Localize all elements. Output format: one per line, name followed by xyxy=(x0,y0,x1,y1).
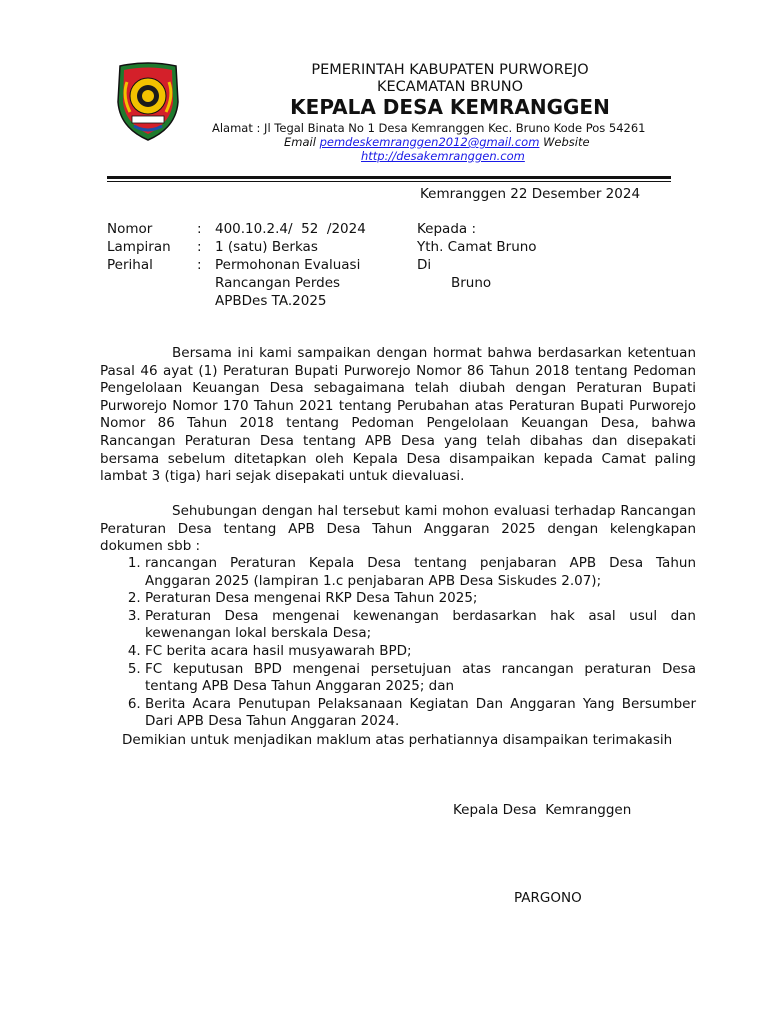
closing-paragraph: Demikian untuk menjadikan maklum atas perhatiannya disampaikan terimakasih xyxy=(122,732,673,748)
lampiran-colon: : xyxy=(197,239,202,255)
website-link[interactable]: http://desakemranggen.com xyxy=(361,149,525,163)
body-paragraph-2: Sehubungan dengan hal tersebut kami mohon evaluasi terhadap Rancangan Peraturan Desa tentang APB Desa Tahun Anggaran 2025 dengan kelengkapan dokumen sbb : xyxy=(100,503,696,555)
signature-name: PARGONO xyxy=(514,890,582,906)
contact-line xyxy=(284,135,590,149)
website-label: Website xyxy=(543,135,590,149)
list-item: 1. rancangan Peraturan Kepala Desa tentang penjabaran APB Desa Tahun Anggaran 2025 (lampiran 1.c penjabaran APB Desa Siskudes 2.07); xyxy=(145,555,696,590)
perihal-colon: : xyxy=(197,257,202,273)
perihal-line-1: Permohonan Evaluasi xyxy=(215,257,361,273)
lampiran-label: Lampiran xyxy=(107,239,171,255)
address-line: Alamat : Jl Tegal Binata No 1 Desa Kemranggen Kec. Bruno Kode Pos 54261 xyxy=(212,121,646,135)
list-item: 6. Berita Acara Penutupan Pelaksanaan Kegiatan Dan Anggaran Yang Bersumber Dari APB Desa Tahun Anggaran 2024. xyxy=(145,696,696,731)
header-divider-thick xyxy=(107,176,671,179)
header-office: KEPALA DESA KEMRANGGEN xyxy=(290,95,610,119)
recipient-di: Di xyxy=(417,257,432,273)
list-item: 4. FC berita acara hasil musyawarah BPD; xyxy=(145,643,696,661)
document-list xyxy=(100,555,696,731)
list-item: 5. FC keputusan BPD mengenai persetujuan atas rancangan peraturan Desa tentang APB Desa Tahun Anggaran 2025; dan xyxy=(145,661,696,696)
email-link[interactable]: pemdeskemranggen2012@gmail.com xyxy=(319,135,540,149)
body-paragraph-1: Bersama ini kami sampaikan dengan hormat bahwa berdasarkan ketentuan Pasal 46 ayat (1) Peraturan Bupati Purworejo Nomor 86 Tahun 2018 tentang Pedoman Pengelolaan Keuangan Desa sebagaimana telah diubah dengan Peraturan Bupati Purworejo Nomor 170 Tahun 2021 tentang Perubahan atas Peraturan Bupati Purworejo Nomor 86 Tahun 2018 tentang Pedoman Pengelolaan Keuangan Desa, bahwa Rancangan Peraturan Desa tentang APB Desa yang telah dibahas dan disepakati bersama sebelum ditetapkan oleh Kepala Desa disampaikan kepada Camat paling lambat 3 (tiga) hari sejak disepakati untuk dievaluasi. xyxy=(100,345,696,485)
nomor-value: 400.10.2.4/ 52 /2024 xyxy=(215,221,366,237)
perihal-label: Perihal xyxy=(107,257,153,273)
lampiran-value: 1 (satu) Berkas xyxy=(215,239,318,255)
header-divider-thin xyxy=(107,181,671,182)
header-district: KECAMATAN BRUNO xyxy=(376,79,524,95)
list-item: 2. Peraturan Desa mengenai RKP Desa Tahun 2025; xyxy=(145,590,696,608)
recipient-kepada: Kepada : xyxy=(417,221,477,237)
perihal-line-2: Rancangan Perdes xyxy=(215,275,341,291)
email-label: Email xyxy=(284,135,316,149)
list-item: 3. Peraturan Desa mengenai kewenangan berdasarkan hak asal usul dan kewenangan lokal berskala Desa; xyxy=(145,608,696,643)
website-line xyxy=(361,149,525,163)
nomor-colon: : xyxy=(197,221,202,237)
header-government: PEMERINTAH KABUPATEN PURWOREJO xyxy=(311,62,589,78)
regency-emblem-logo xyxy=(112,62,184,142)
nomor-label: Nomor xyxy=(107,221,153,237)
recipient-name: Yth. Camat Bruno xyxy=(417,239,537,255)
recipient-place: Bruno xyxy=(451,275,492,291)
perihal-line-3: APBDes TA.2025 xyxy=(215,293,327,309)
signature-title: Kepala Desa Kemranggen xyxy=(453,802,632,818)
date-line: Kemranggen 22 Desember 2024 xyxy=(420,186,641,202)
